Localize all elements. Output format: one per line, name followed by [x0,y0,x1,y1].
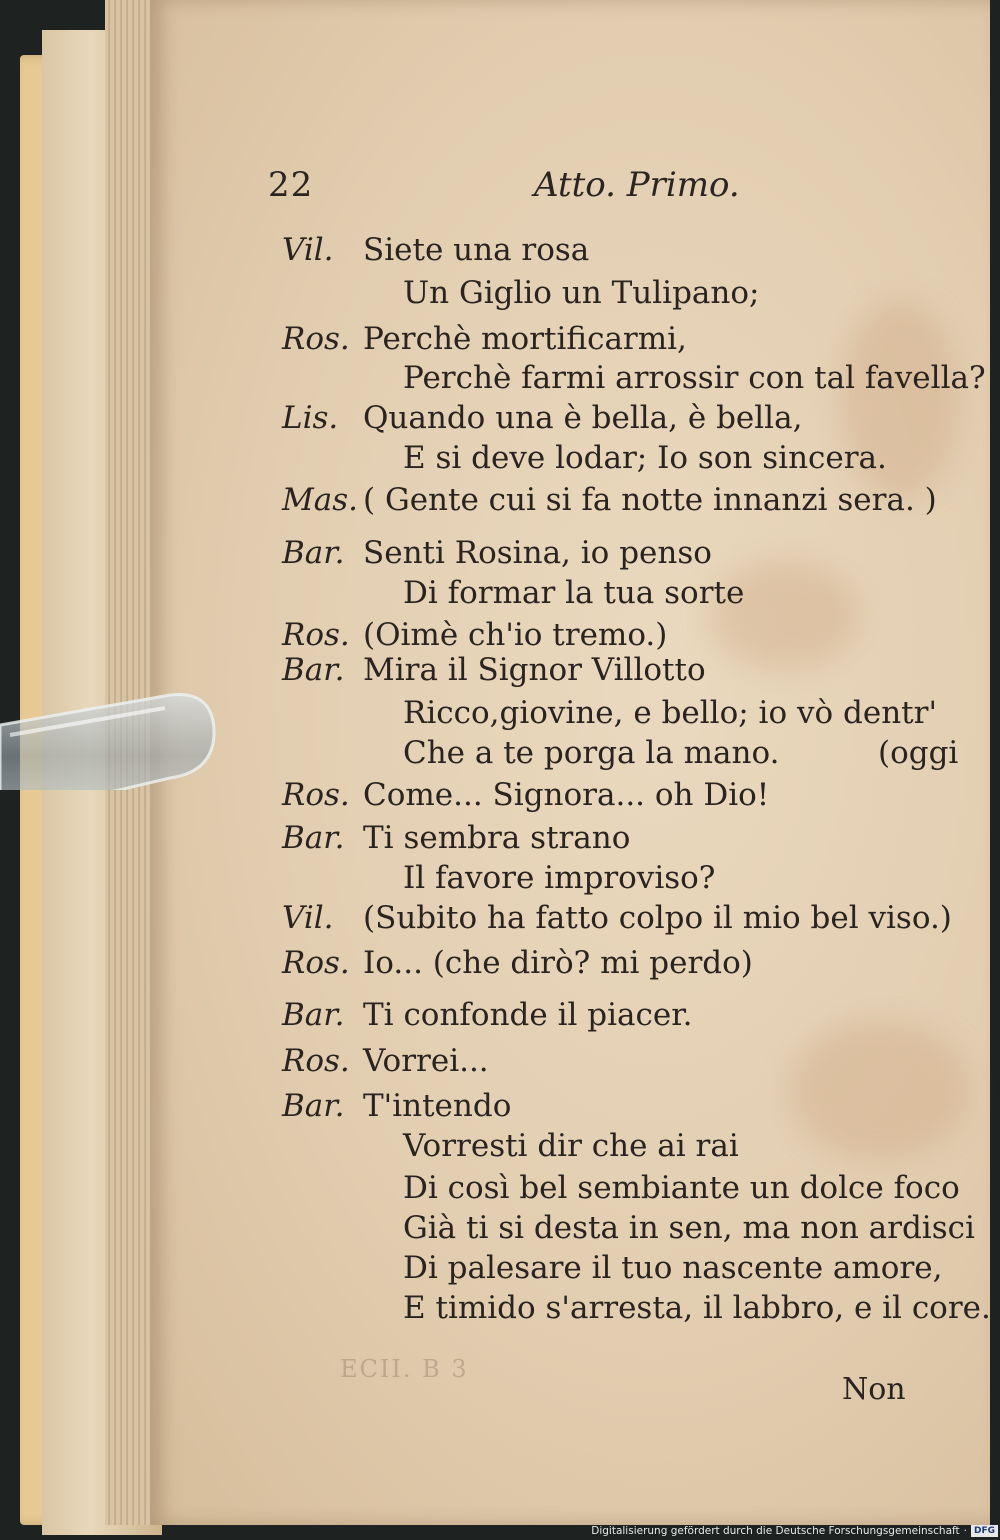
running-head: Atto. Primo. [534,165,740,205]
dialogue-line [0,440,1000,480]
credit-text: Digitalisierung gefördert durch die Deutsche Forschungsgemeinschaft [591,1525,960,1537]
speaker-label: Bar. [282,652,345,688]
speaker-label: Vil. [282,232,334,268]
verse-text: Perchè farmi arrossir con tal favella? [403,360,986,396]
verse-text: Mira il Signor Villotto [363,652,706,688]
verse-text: E si deve lodar; Io son sincera. [403,440,887,476]
speaker-label: Ros. [282,1043,350,1079]
catchword: Non [842,1372,906,1407]
speaker-label: Bar. [282,997,345,1033]
dialogue-line [0,652,1000,692]
dialogue-line [0,945,1000,985]
verse-text: Ti confonde il piacer. [363,997,693,1033]
verse-text: (Subito ha fatto colpo il mio bel viso.) [363,900,952,936]
verse-text: Io... (che dirò? mi perdo) [363,945,753,981]
verse-text: Un Giglio un Tulipano; [403,275,760,311]
dialogue-line [0,1250,1000,1290]
verse-text: Come... Signora... oh Dio! [363,777,770,813]
verse-text: Senti Rosina, io penso [363,535,712,571]
footer-credit: Digitalisierung gefördert durch die Deutsche Forschungsgemeinschaft · DFG [591,1524,998,1538]
dialogue-line [0,360,1000,400]
dialogue-line [0,535,1000,575]
dialogue-line [0,860,1000,900]
dialogue-line [0,275,1000,315]
verse-text: ( Gente cui si fa notte innanzi sera. ) [363,482,937,518]
dialogue-line [0,400,1000,440]
speaker-label: Vil. [282,900,334,936]
dialogue-line [0,820,1000,860]
dfg-logo: DFG [971,1525,998,1537]
verse-text: Siete una rosa [363,232,590,268]
glass-page-weight [0,690,225,790]
dialogue-line [0,321,1000,361]
verse-text: Vorresti dir che ai rai [403,1128,739,1164]
verse-text: T'intendo [363,1088,512,1124]
verse-text: Di così bel sembiante un dolce foco [403,1170,960,1206]
verse-text: Di palesare il tuo nascente amore, [403,1250,943,1286]
speaker-label: Mas. [282,482,358,518]
dialogue-line [0,232,1000,272]
speaker-label: Ros. [282,945,350,981]
verse-text: Vorrei... [363,1043,489,1079]
dialogue-line [0,1290,1000,1330]
page-header [268,165,968,215]
verse-text: Quando una è bella, è bella, [363,400,803,436]
verse-text: Perchè mortificarmi, [363,321,687,357]
dialogue-line [0,900,1000,940]
verse-text: E timido s'arresta, il labbro, e il core. [403,1290,991,1326]
page-number: 22 [268,165,314,205]
dialogue-line [0,1128,1000,1168]
verse-text: Ti sembra strano [363,820,631,856]
bleed-through-text: ECII. B 3 [340,1355,469,1383]
verse-text: Già ti si desta in sen, ma non ardisci [403,1210,975,1246]
verse-text: Ricco,giovine, e bello; io vò dentr' [403,695,937,731]
speaker-label: Bar. [282,1088,345,1124]
speaker-label: Bar. [282,535,345,571]
verse-text: Il favore improviso? [403,860,716,896]
verse-text: Che a te porga la mano. (oggi [403,735,959,771]
speaker-label: Ros. [282,617,350,653]
dialogue-line [0,997,1000,1037]
speaker-label: Lis. [282,400,339,436]
dialogue-line [0,575,1000,615]
dialogue-line [0,1210,1000,1250]
dialogue-line [0,1170,1000,1210]
speaker-label: Ros. [282,321,350,357]
verse-text: (Oimè ch'io tremo.) [363,617,668,653]
dialogue-line [0,1043,1000,1083]
dialogue-line [0,617,1000,657]
speaker-label: Ros. [282,777,350,813]
dialogue-line [0,482,1000,522]
speaker-label: Bar. [282,820,345,856]
dialogue-line [0,1088,1000,1128]
verse-text: Di formar la tua sorte [403,575,745,611]
